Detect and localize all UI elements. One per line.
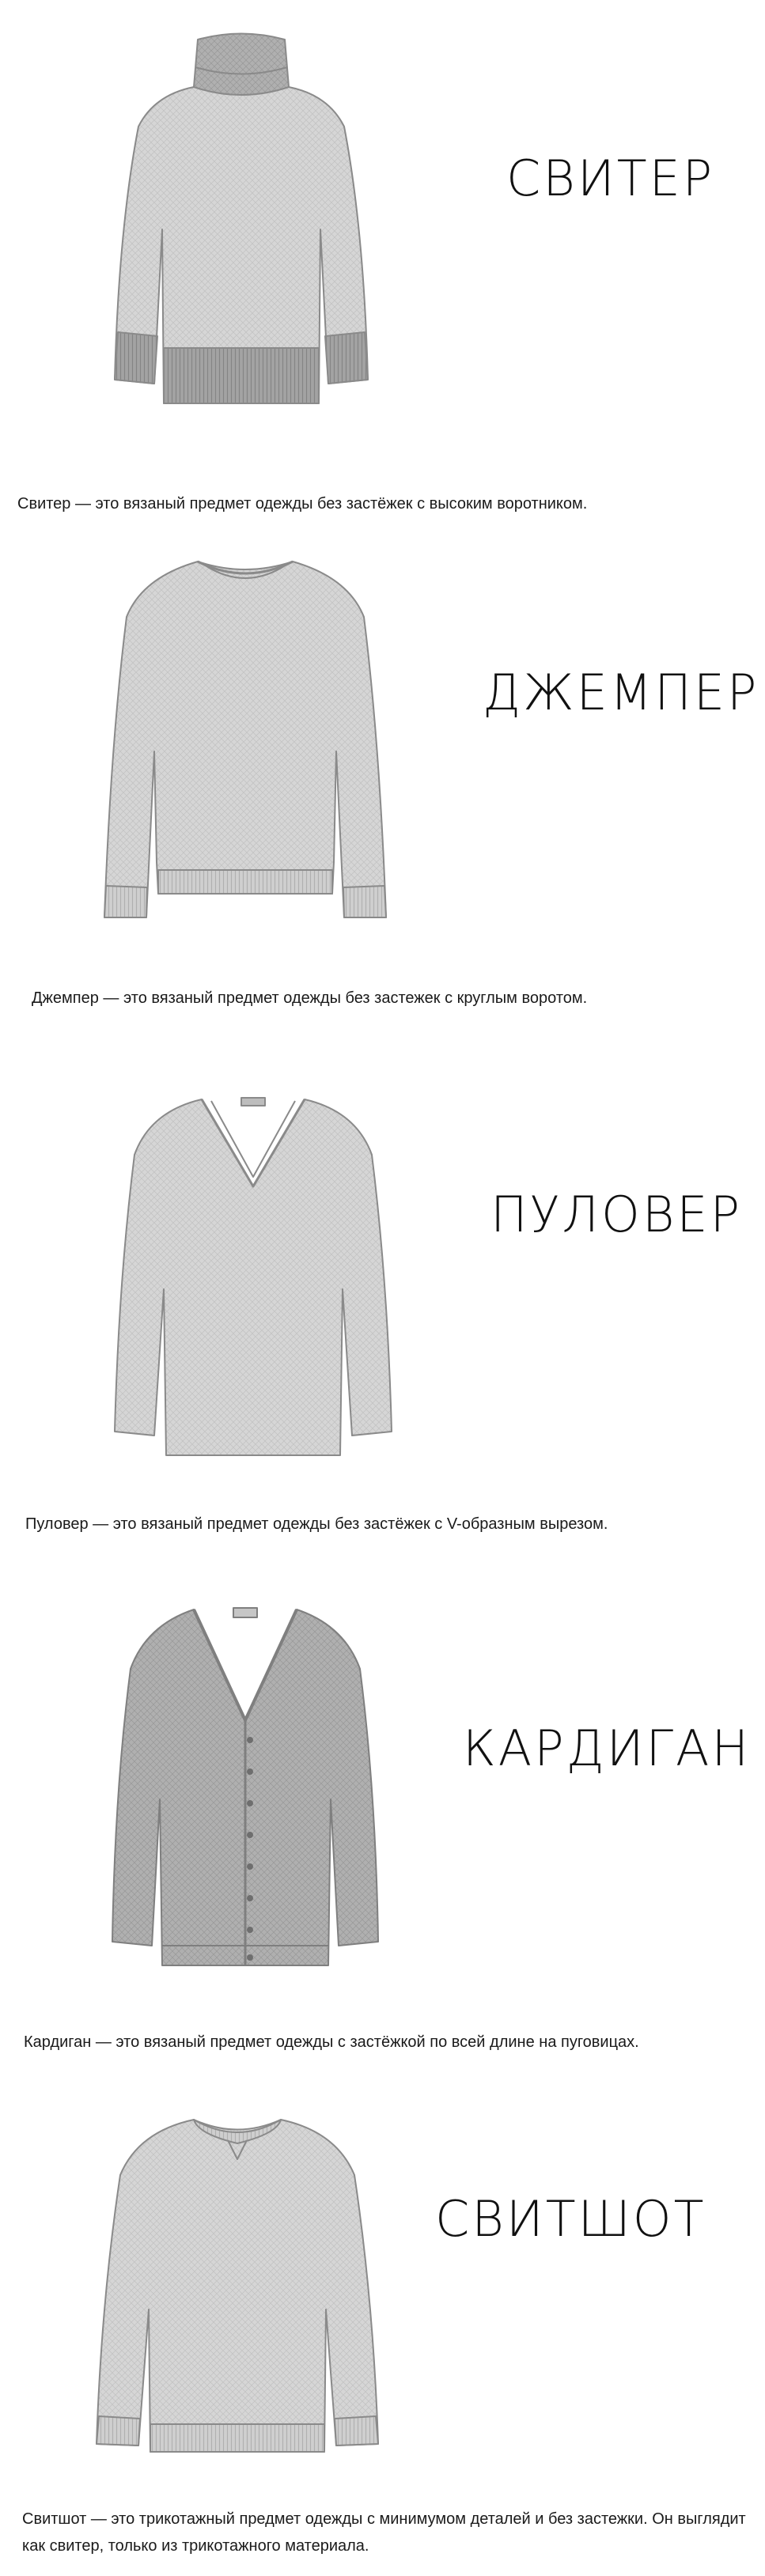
cardigan-illustration <box>103 1594 388 1973</box>
caption-kardigan: Кардиган — это вязаный предмет одежды с застёжкой по всей длине на пуговицах. <box>24 2033 639 2051</box>
title-kardigan: КАРДИГАН <box>463 1719 752 1777</box>
title-sviter: СВИТЕР <box>506 149 715 207</box>
turtleneck-sweater-illustration <box>107 32 376 427</box>
section-svitshot <box>0 2072 765 2576</box>
title-dzhemper: ДЖЕМПЕР <box>483 664 759 721</box>
title-svitshot: СВИТШОТ <box>435 2190 706 2248</box>
caption-pulover: Пуловер — это вязаный предмет одежды без застёжек с V-образным вырезом. <box>25 1515 608 1533</box>
section-kardigan <box>0 1566 765 2072</box>
caption-svitshot-line1: Свитшот — это трикотажный предмет одежды с минимумом деталей и без застежки. Он выглядит <box>22 2510 746 2528</box>
caption-sviter: Свитер — это вязаный предмет одежды без застёжек с высоким воротником. <box>17 495 588 513</box>
section-dzhemper <box>0 546 765 1060</box>
caption-svitshot-line2: как свитер, только из трикотажного материала. <box>22 2537 369 2555</box>
sweatshirt-illustration <box>87 2104 388 2476</box>
caption-dzhemper: Джемпер — это вязаный предмет одежды без застежек с круглым воротом. <box>32 989 588 1007</box>
section-pulover <box>0 1060 765 1566</box>
title-pulover: ПУЛОВЕР <box>490 1186 742 1243</box>
vneck-pullover-illustration <box>107 1084 400 1463</box>
section-sviter <box>0 0 765 546</box>
crewneck-jumper-illustration <box>95 546 396 941</box>
